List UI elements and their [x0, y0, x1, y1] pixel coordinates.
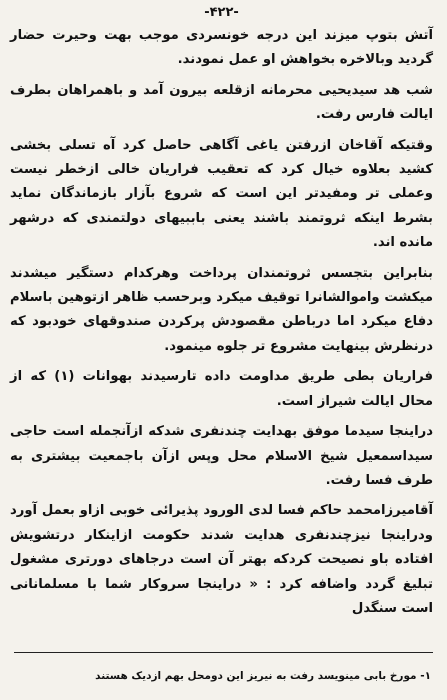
body-text [10, 24, 433, 621]
paragraph: آقامیرزامحمد حاکم فسا لدی الورود پذیرائی خوبی ازاو بعمل آورد ودراینجا نیزچندنفری هدایت شدند حکومت ازاینکار درتشویش افتاده باو نصیحت کردکه بهتر آن است درجاهای دورتری مشغول تبلیغ گردد واضافه کرد : « دراینجا سروکار شما با مسلمانانی است سنگدل [10, 503, 433, 616]
paragraph: دراینجا سیدما موفق بهدایت چندنفری شدکه ازآنجمله است حاجی سیداسمعیل شیخ الاسلام محل وپس ازآن باجمعیت بیشتری به طرف فسا رفت. [10, 424, 433, 488]
paragraph: آتش بتوپ میزند این درجه خونسردی موجب بهت وحیرت حضار گردید وبالاخره بخواهش او عمل نمودند. [10, 28, 433, 68]
paragraph: بنابراین بتجسس ثروتمندان پرداخت وهرکدام دستگیر میشدند میکشت واموالشانرا توقیف میکرد وبرحسب ظاهر ازتوهین باسلام دفاع میکرد اما درباطن مقصودش پرکردن صندوقهای خودبود که درنظرش بینهایت مشروع تر جلوه مینمود. [10, 265, 433, 354]
paragraph: شب هد سیدیحیی محرمانه ازقلعه بیرون آمد و باهمراهان بطرف ایالت فارس رفت. [10, 82, 433, 123]
footnote-divider [14, 652, 433, 653]
paragraph: فراریان بطی طریق مداومت داده تارسیدند بهوانات (۱) که از محال ایالت شیراز است. [10, 369, 433, 409]
page-number: -۴۲۲- [204, 5, 239, 20]
paragraph: وقتیکه آقاخان ازرفتن یاغی آگاهی حاصل کرد آه تسلی بخشی کشید بعلاوه خیال کرد که تعقیب فراریان خالی ازخطر نیست وعملی تر ومفیدتر این است که شروع بآزار بازماندگان نماید بشرط اینکه ثروتمند باشند یعنی باببیهای دولتمندی که درشهر مانده اند. [10, 137, 433, 251]
footnote: ۱- مورخ بابی مینویسد رفت به نیریز این دومحل بهم ازدیک هستند [95, 670, 431, 682]
